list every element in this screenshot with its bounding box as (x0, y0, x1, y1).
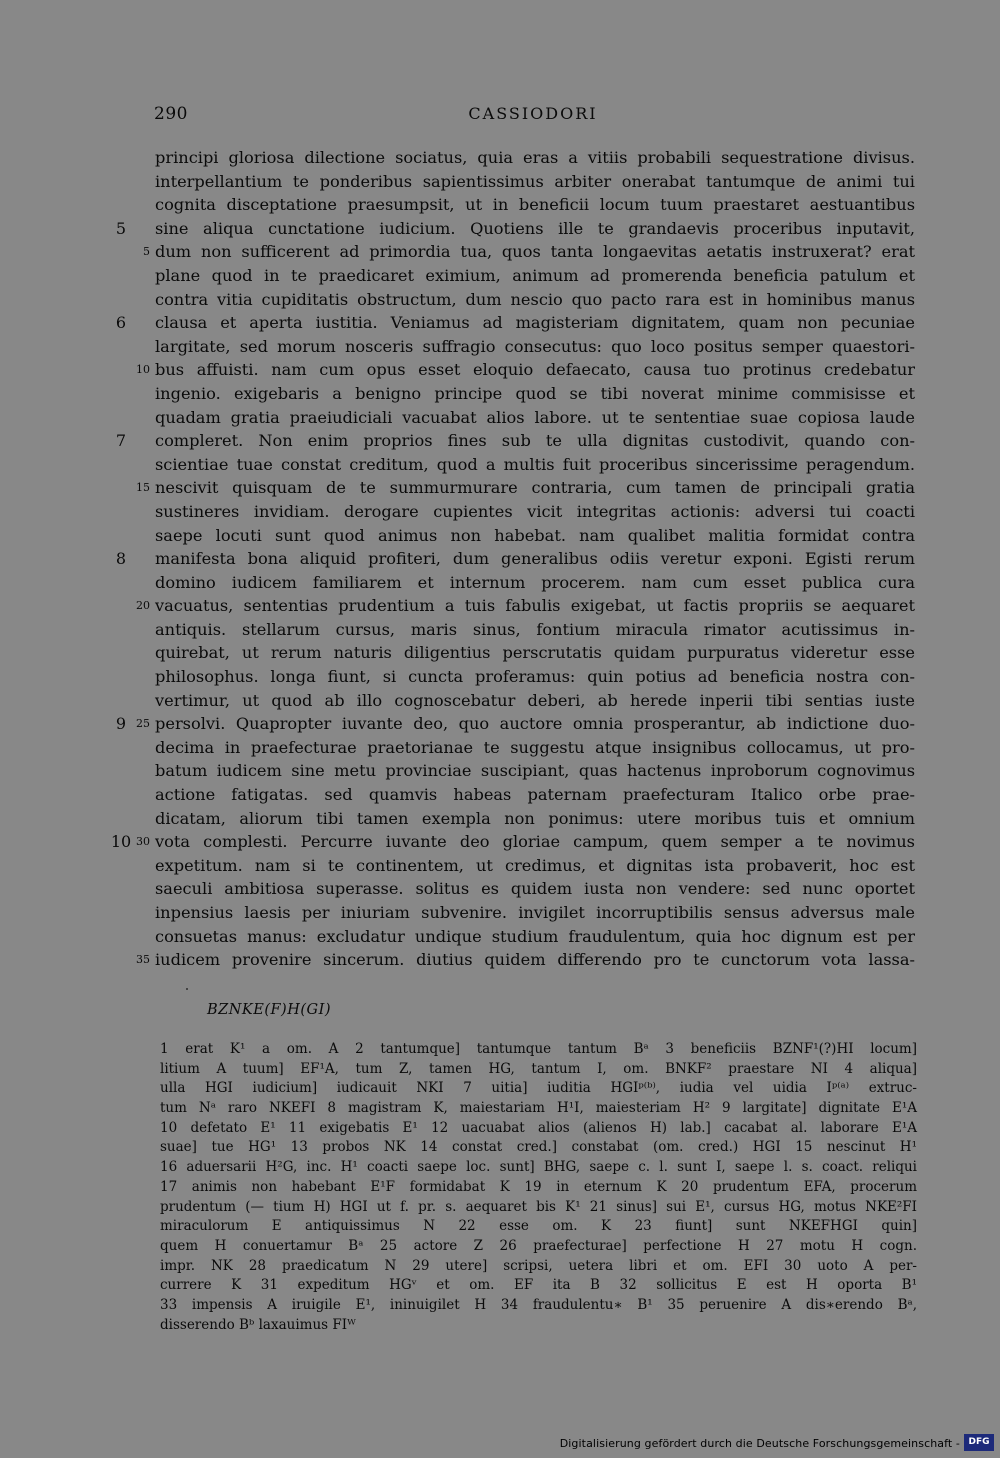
chapter-number: 9 (115, 714, 127, 734)
line-text: expetitum. nam si te continentem, ut credimus, et dignitas ista probaverit, hoc est (155, 855, 915, 875)
line-text: sine aliqua cunctatione iudicium. Quotiens ille te grandaevis proceribus inputavit, (155, 218, 915, 238)
apparatus-text: disserendo Bᵇ laxauimus FIᵂ (160, 1316, 356, 1333)
apparatus-line (0, 1060, 1000, 1080)
apparatus-line (0, 1178, 1000, 1198)
text-line (0, 830, 1000, 854)
line-text: quadam gratia praeiudiciali vacuabat alios labore. ut te sententiae suae copiosa laude (155, 407, 915, 427)
line-text: nescivit quisquam de te summurmurare contraria, cum tamen de principali gratia (155, 478, 915, 498)
text-line (0, 807, 1000, 831)
apparatus-text: impr. NK 28 praedicatum N 29 utere] scripsi, uetera libri et om. EFI 30 uoto A per- (160, 1257, 917, 1274)
apparatus-sigla: BZNKE(F)H(GI) (207, 1002, 331, 1018)
line-text: domino iudicem familiarem et internum procerem. nam cum esset publica cura (155, 572, 915, 592)
text-line (0, 712, 1000, 736)
text-line (0, 453, 1000, 477)
line-text: inpensius laesis per iniuriam subvenire. invigilet incorruptibilis sensus adversus male (155, 903, 915, 922)
text-line (0, 429, 1000, 453)
text-line (0, 854, 1000, 878)
apparatus-text: 10 defetato E¹ 11 exigebatis E¹ 12 uacuabat alios (alienos H) lab.] cacabat al. laborare E¹A (160, 1119, 917, 1136)
apparatus-line (0, 1296, 1000, 1316)
apparatus-line (0, 1257, 1000, 1277)
apparatus-text: miraculorum E antiquissimus N 22 esse om. K 23 fiunt] sunt NKEFHGI quin] (160, 1218, 917, 1235)
line-text: quirebat, ut rerum naturis diligentius perscrutatis quidam purpuratus videretur esse (155, 643, 915, 663)
text-line (0, 358, 1000, 382)
apparatus-text: tum Nᵃ raro NKEFI 8 magistram K, maiestariam H¹I, maiesteriam H² 9 largitate] dignitate E¹A (160, 1100, 917, 1117)
line-text: vertimur, ut quod ab illo cognoscebatur deberi, ab herede inperii tibi sentias iuste (155, 690, 915, 710)
line-text: cognita disceptatione praesumpsit, ut in beneficii locum tuum praestaret aestuantibus (155, 195, 915, 215)
text-line (0, 406, 1000, 430)
line-text: largitate, sed morum nosceris suffragio consecutus: quo loco positus semper quaestori- (155, 336, 915, 356)
line-text: ingenio. exigebaris a benigno principe quod se tibi noverat minime commisisse et (155, 383, 915, 403)
text-line (0, 500, 1000, 524)
dfg-logo: DFG (964, 1434, 994, 1451)
line-number: 20 (136, 599, 150, 613)
text-line (0, 288, 1000, 312)
text-line (0, 925, 1000, 949)
line-text: iudicem provenire sincerum. diutius quidem differendo pro te cunctorum vota lassa- (155, 950, 915, 970)
apparatus-line (0, 1217, 1000, 1237)
apparatus-text: currere K 31 expeditum HGᵛ et om. EF ita B 32 sollicitus E est H oporta B¹ (160, 1277, 917, 1294)
chapter-number: 5 (115, 218, 127, 238)
text-line (0, 311, 1000, 335)
line-text: decima in praefecturae praetorianae te suggestu atque insignibus collocamus, ut pro- (155, 737, 915, 757)
separator-mark (186, 988, 188, 990)
apparatus-text: suae] tue HG¹ 13 probos NK 14 constat cred.] constabat (om. cred.) HGI 15 nescinut H¹ (160, 1139, 917, 1156)
footer-credit: Digitalisierung gefördert durch die Deutsche Forschungsgemeinschaft - (559, 1437, 960, 1450)
text-line (0, 948, 1000, 972)
apparatus-text: prudentum (— tium H) HGI ut f. pr. s. aequaret bis K¹ 21 sinus] sui E¹, cursus HG, motus NKE²FI (160, 1198, 917, 1215)
text-line (0, 901, 1000, 925)
line-text: bus affuisti. nam cum opus esset eloquio defaecato, causa tuo protinus credebatur (155, 360, 915, 380)
chapter-number: 6 (115, 313, 127, 333)
line-text: sustineres invidiam. derogare cupientes vicit integritas actionis: adversi tui coacti (155, 501, 915, 521)
text-line (0, 618, 1000, 642)
apparatus-line (0, 1198, 1000, 1218)
line-number: 5 (143, 245, 150, 259)
line-text: compleret. Non enim proprios fines sub te ulla dignitas custodivit, quando con- (155, 431, 915, 451)
line-text: dum non sufficerent ad primordia tua, quos tanta longaevitas aetatis instruxerat? erat (155, 242, 915, 262)
line-text: clausa et aperta iustitia. Veniamus ad magisteriam dignitatem, quam non pecuniae (155, 313, 915, 333)
line-text: vota complesti. Percurre iuvante deo gloriae campum, quem semper a te novimus (155, 832, 915, 852)
text-line (0, 146, 1000, 170)
line-text: vacuatus, sententias prudentium a tuis fabulis exigebat, ut factis propriis se aequaret (155, 596, 915, 616)
apparatus-line (0, 1316, 1000, 1336)
text-line (0, 217, 1000, 241)
critical-apparatus (0, 1040, 1000, 1335)
apparatus-text: 16 aduersarii H²G, inc. H¹ coacti saepe loc. sunt] BHG, saepe c. l. sunt I, saepe l. s. coact. reliqui (160, 1159, 917, 1176)
line-text: dicatam, aliorum tibi tamen exempla non ponimus: utere moribus tuis et omnium (155, 808, 915, 828)
apparatus-line (0, 1040, 1000, 1060)
line-text: principi gloriosa dilectione sociatus, quia eras a vitiis probabili sequestratione divisus. (155, 148, 915, 167)
text-line (0, 240, 1000, 264)
apparatus-text: litium A tuum] EF¹A, tum Z, tamen HG, tantum I, om. BNKF² praestare NI 4 aliqua] (160, 1060, 917, 1077)
line-text: saeculi ambitiosa superasse. solitus es quidem iusta non vendere: sed nunc oportet (155, 879, 915, 899)
apparatus-line (0, 1119, 1000, 1139)
apparatus-text: 1 erat K¹ a om. A 2 tantumque] tantumque tantum Bᵃ 3 beneficiis BZNF¹(?)HI locum] (160, 1041, 917, 1057)
apparatus-line (0, 1099, 1000, 1119)
line-number: 25 (136, 717, 150, 731)
line-text: batum iudicem sine metu provinciae suscipiant, quas hactenus inproborum cognovimus (155, 761, 915, 781)
text-line (0, 170, 1000, 194)
chapter-number: 10 (110, 832, 132, 852)
line-text: saepe locuti sunt quod animus non habebat. nam qualibet malitia formidat contra (155, 525, 915, 545)
text-line (0, 547, 1000, 571)
line-text: persolvi. Quapropter iuvante deo, quo auctore omnia prosperantur, ab indictione duo- (155, 714, 915, 734)
text-line (0, 594, 1000, 618)
line-text: antiquis. stellarum cursus, maris sinus, fontium miracula rimator acutissimus in- (155, 619, 915, 639)
text-line (0, 524, 1000, 548)
line-number: 30 (136, 835, 150, 849)
text-line (0, 877, 1000, 901)
running-head: CASSIODORI (468, 104, 598, 123)
page-number: 290 (154, 104, 188, 124)
apparatus-line (0, 1138, 1000, 1158)
text-line (0, 759, 1000, 783)
line-text: scientiae tuae constat creditum, quod a multis fuit proceribus sincerissime peragendum. (155, 454, 915, 474)
line-text: contra vitia cupiditatis obstructum, dum nescio quo pacto rara est in hominibus manus (155, 289, 915, 309)
line-number: 10 (136, 363, 150, 377)
line-text: philosophus. longa fiunt, si cuncta proferamus: quin potius ad beneficia nostra con- (155, 667, 915, 687)
apparatus-line (0, 1079, 1000, 1099)
text-line (0, 736, 1000, 760)
text-line (0, 193, 1000, 217)
text-line (0, 476, 1000, 500)
apparatus-text: 33 impensis A iruigile E¹, ininuigilet H 34 fraudulentu∗ B¹ 35 peruenire A dis∗erendo Bᵃ, (160, 1296, 917, 1313)
text-line (0, 689, 1000, 713)
page-header (150, 104, 916, 126)
text-line (0, 335, 1000, 359)
apparatus-text: quem H conuertamur Bᵃ 25 actore Z 26 praefecturae] perfectione H 27 motu H cogn. (160, 1237, 917, 1254)
text-line (0, 783, 1000, 807)
main-text (0, 146, 1000, 972)
text-line (0, 641, 1000, 665)
line-text: interpellantium te ponderibus sapientissimus arbiter onerabat tantumque de animi tui (155, 171, 915, 191)
text-line (0, 382, 1000, 406)
line-text: manifesta bona aliquid profiteri, dum generalibus odiis veretur exponi. Egisti rerum (155, 549, 915, 569)
line-text: actione fatigatas. sed quamvis habeas paternam praefecturam Italico orbe prae- (155, 785, 915, 805)
apparatus-text: ulla HGI iudicium] iudicauit NKI 7 uitia] iuditia HGIᵖ⁽ᵇ⁾, iudia vel uidia Iᵖ⁽ᵃ⁾ extruc- (160, 1080, 917, 1097)
chapter-number: 7 (115, 431, 127, 451)
line-text: consuetas manus: excludatur undique studium fraudulentum, quia hoc dignum est per (155, 926, 915, 946)
apparatus-line (0, 1276, 1000, 1296)
chapter-number: 8 (115, 549, 127, 569)
text-line (0, 264, 1000, 288)
text-line (0, 665, 1000, 689)
apparatus-line (0, 1158, 1000, 1178)
apparatus-line (0, 1237, 1000, 1257)
apparatus-text: 17 animis non habebant E¹F formidabat K 19 in eternum K 20 prudentum EFA, procerum (160, 1178, 917, 1195)
line-text: plane quod in te praedicaret eximium, animum ad promerenda beneficia patulum et (155, 265, 915, 285)
text-line (0, 571, 1000, 595)
line-number: 15 (136, 481, 150, 495)
line-number: 35 (136, 953, 150, 967)
